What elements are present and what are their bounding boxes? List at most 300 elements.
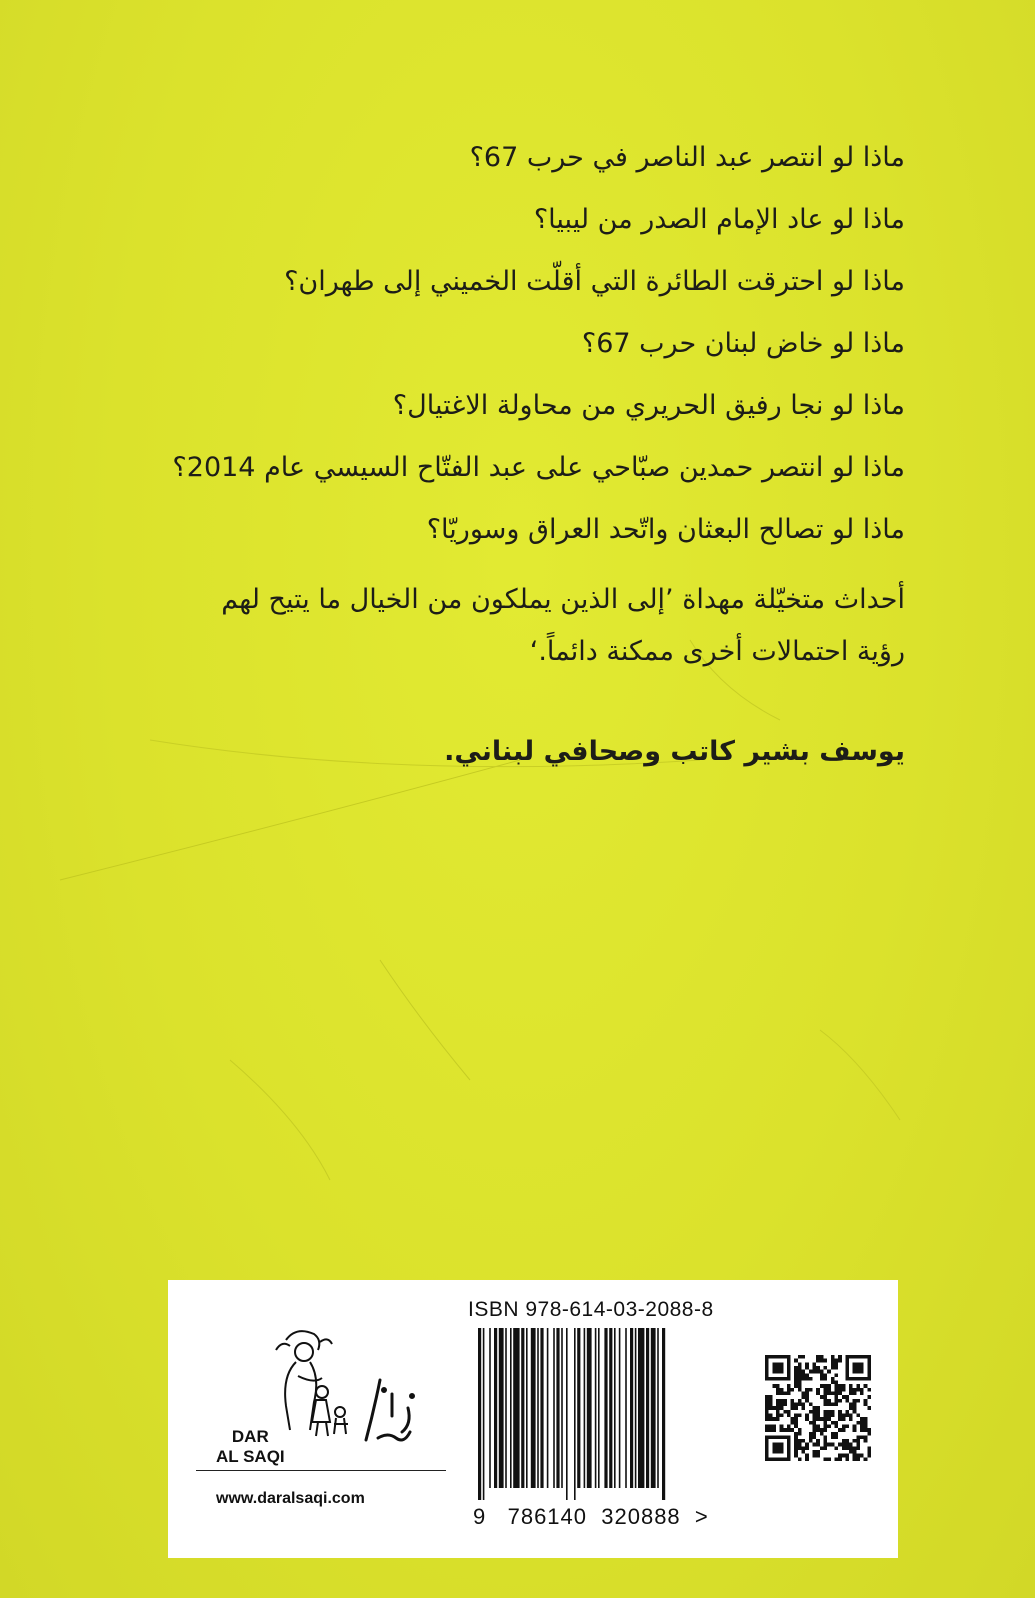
qr-module — [820, 1428, 824, 1432]
qr-module — [834, 1424, 838, 1428]
qr-module — [845, 1395, 849, 1399]
qr-module — [794, 1424, 798, 1428]
qr-module — [853, 1406, 857, 1410]
question-line: ماذا لو احترقت الطائرة التي أقلّت الخميني إلى طهران؟ — [284, 266, 905, 297]
qr-module — [845, 1410, 849, 1414]
qr-module — [802, 1395, 806, 1399]
qr-module — [856, 1446, 860, 1450]
question-line: ماذا لو تصالح البعثان واتّحد العراق وسوريّا؟ — [426, 514, 905, 545]
qr-module — [813, 1435, 817, 1439]
qr-module — [853, 1454, 857, 1458]
qr-module — [809, 1432, 813, 1436]
qr-module — [849, 1413, 853, 1417]
qr-module — [831, 1377, 835, 1381]
publisher-name-line-1: DAR — [231, 1427, 269, 1446]
qr-module — [813, 1428, 817, 1432]
barcode-bar — [513, 1328, 519, 1488]
qr-module — [791, 1417, 795, 1421]
qr-module — [831, 1359, 835, 1363]
qr-module — [794, 1454, 798, 1458]
qr-module — [834, 1432, 838, 1436]
qr-module — [813, 1424, 817, 1428]
qr-module — [831, 1421, 835, 1425]
qr-module — [813, 1421, 817, 1425]
publisher-name-line-2: AL SAQI — [216, 1447, 285, 1466]
qr-module — [853, 1388, 857, 1392]
qr-module — [802, 1370, 806, 1374]
qr-module — [798, 1432, 802, 1436]
description-line-1: أحداث متخيّلة مهداة ’إلى الذين يملكون من الخيال ما يتيح لهم — [221, 584, 905, 615]
qr-module — [765, 1395, 769, 1399]
qr-module — [816, 1450, 820, 1454]
qr-module — [849, 1446, 853, 1450]
qr-module — [769, 1413, 773, 1417]
qr-module — [805, 1392, 809, 1396]
qr-module — [842, 1454, 846, 1458]
qr-module — [820, 1370, 824, 1374]
qr-module — [827, 1392, 831, 1396]
qr-module — [823, 1424, 827, 1428]
barcode-bar — [646, 1328, 649, 1488]
barcode-bar — [635, 1328, 637, 1488]
qr-module — [827, 1424, 831, 1428]
qr-module — [802, 1403, 806, 1407]
qr-module — [834, 1403, 838, 1407]
qr-module — [783, 1428, 787, 1432]
qr-module — [798, 1443, 802, 1447]
qr-module — [809, 1370, 813, 1374]
qr-module — [794, 1446, 798, 1450]
qr-module — [802, 1406, 806, 1410]
qr-module — [783, 1399, 787, 1403]
qr-module — [864, 1417, 868, 1421]
qr-module — [845, 1413, 849, 1417]
qr-module — [838, 1454, 842, 1458]
barcode-bar — [521, 1328, 524, 1488]
qr-module — [769, 1406, 773, 1410]
qr-module — [823, 1457, 827, 1461]
qr-module — [820, 1359, 824, 1363]
qr-module — [813, 1417, 817, 1421]
qr-module — [823, 1373, 827, 1377]
qr-module — [864, 1424, 868, 1428]
qr-module — [805, 1377, 809, 1381]
qr-module — [765, 1428, 769, 1432]
qr-module — [805, 1454, 809, 1458]
qr-module — [787, 1413, 791, 1417]
qr-module — [798, 1413, 802, 1417]
qr-module — [794, 1384, 798, 1388]
qr-module — [809, 1421, 813, 1425]
qr-module — [798, 1384, 802, 1388]
qr-module — [776, 1392, 780, 1396]
qr-module — [816, 1417, 820, 1421]
qr-module — [827, 1413, 831, 1417]
qr-module — [820, 1417, 824, 1421]
qr-module — [809, 1403, 813, 1407]
qr-module — [794, 1432, 798, 1436]
qr-module — [805, 1366, 809, 1370]
qr-module — [831, 1443, 835, 1447]
qr-module — [860, 1424, 864, 1428]
qr-module — [816, 1424, 820, 1428]
qr-module — [834, 1395, 838, 1399]
qr-module — [823, 1359, 827, 1363]
barcode-bar — [662, 1328, 665, 1500]
qr-module — [834, 1446, 838, 1450]
qr-module — [783, 1410, 787, 1414]
qr-module — [798, 1366, 802, 1370]
qr-module — [787, 1384, 791, 1388]
qr-module — [853, 1362, 864, 1373]
qr-module — [772, 1406, 776, 1410]
qr-module — [780, 1413, 784, 1417]
qr-module — [842, 1417, 846, 1421]
qr-module — [856, 1435, 860, 1439]
qr-module — [860, 1454, 864, 1458]
qr-module — [791, 1388, 795, 1392]
qr-module — [834, 1359, 838, 1363]
qr-module — [813, 1410, 817, 1414]
qr-module — [798, 1428, 802, 1432]
barcode-bar — [638, 1328, 644, 1488]
qr-module — [842, 1443, 846, 1447]
qr-module — [794, 1450, 798, 1454]
qr-module — [823, 1410, 827, 1414]
qr-module — [834, 1381, 838, 1385]
qr-module — [849, 1450, 853, 1454]
qr-module — [816, 1406, 820, 1410]
qr-module — [798, 1403, 802, 1407]
qr-module — [860, 1388, 864, 1392]
qr-module — [802, 1377, 806, 1381]
qr-module — [838, 1399, 842, 1403]
qr-module — [765, 1403, 769, 1407]
isbn-label: ISBN 978-614-03-2088-8 — [468, 1298, 714, 1321]
qr-module — [823, 1377, 827, 1381]
qr-module — [820, 1446, 824, 1450]
barcode-bar — [625, 1328, 627, 1488]
barcode-bar — [614, 1328, 616, 1488]
publisher-website[interactable]: www.daralsaqi.com — [216, 1490, 365, 1507]
qr-module — [867, 1395, 871, 1399]
qr-module — [856, 1457, 860, 1461]
qr-module — [831, 1435, 835, 1439]
qr-module — [856, 1421, 860, 1425]
qr-module — [831, 1355, 835, 1359]
qr-module — [805, 1417, 809, 1421]
barcode-quiet-mark: > — [694, 1504, 709, 1529]
qr-module — [816, 1359, 820, 1363]
qr-module — [845, 1446, 849, 1450]
qr-module — [853, 1428, 857, 1432]
qr-module — [834, 1435, 838, 1439]
qr-module — [798, 1377, 802, 1381]
description-paragraph — [145, 574, 905, 678]
barcode-bar — [566, 1328, 568, 1500]
barcode-bar — [499, 1328, 504, 1488]
qr-module — [853, 1457, 857, 1461]
barcode-bar — [598, 1328, 600, 1488]
qr-module — [831, 1362, 835, 1366]
qr-module — [765, 1417, 769, 1421]
qr-module — [794, 1373, 798, 1377]
qr-module — [853, 1410, 857, 1414]
qr-module — [831, 1432, 835, 1436]
qr-module — [783, 1392, 787, 1396]
question-line: ماذا لو انتصر حمدين صبّاحي على عبد الفتّاح السيسي عام 2014؟ — [172, 452, 905, 483]
qr-module — [765, 1399, 769, 1403]
qr-module — [765, 1406, 769, 1410]
qr-module — [849, 1403, 853, 1407]
qr-module — [816, 1410, 820, 1414]
qr-module — [838, 1410, 842, 1414]
qr-module — [864, 1421, 868, 1425]
qr-module — [845, 1457, 849, 1461]
qr-module — [856, 1439, 860, 1443]
qr-module — [809, 1377, 813, 1381]
qr-module — [794, 1366, 798, 1370]
qr-module — [842, 1388, 846, 1392]
qr-module — [853, 1403, 857, 1407]
barcode-bar — [547, 1328, 549, 1488]
qr-module — [831, 1413, 835, 1417]
qr-module — [849, 1406, 853, 1410]
qr-module — [823, 1428, 827, 1432]
barcode-bar — [553, 1328, 555, 1488]
qr-module — [827, 1417, 831, 1421]
qr-module — [816, 1366, 820, 1370]
qr-module — [838, 1388, 842, 1392]
qr-module — [838, 1359, 842, 1363]
qr-module — [867, 1446, 871, 1450]
qr-module — [820, 1432, 824, 1436]
qr-module — [860, 1435, 864, 1439]
qr-module — [798, 1439, 802, 1443]
qr-module — [823, 1417, 827, 1421]
qr-module — [864, 1428, 868, 1432]
qr-module — [827, 1403, 831, 1407]
qr-module — [780, 1428, 784, 1432]
qr-module — [816, 1388, 820, 1392]
barcode-bar — [619, 1328, 621, 1488]
barcode-bar — [537, 1328, 539, 1488]
question-line: ماذا لو نجا رفيق الحريري من محاولة الاغتيال؟ — [392, 390, 905, 421]
qr-module — [831, 1366, 835, 1370]
qr-module — [864, 1399, 868, 1403]
qr-module — [791, 1403, 795, 1407]
qr-module — [842, 1384, 846, 1388]
qr-module — [845, 1454, 849, 1458]
barcode-bar — [526, 1328, 528, 1488]
qr-module — [823, 1395, 827, 1399]
qr-module — [816, 1428, 820, 1432]
qr-module — [794, 1413, 798, 1417]
qr-module — [827, 1443, 831, 1447]
barcode-bar — [505, 1328, 507, 1488]
qr-module — [780, 1406, 784, 1410]
qr-module — [798, 1457, 802, 1461]
qr-module — [816, 1443, 820, 1447]
qr-module — [816, 1392, 820, 1396]
qr-module — [864, 1384, 868, 1388]
qr-module — [860, 1392, 864, 1396]
question-line: ماذا لو خاض لبنان حرب 67؟ — [581, 328, 905, 359]
barcode-bar — [478, 1328, 481, 1500]
qr-module — [787, 1392, 791, 1396]
barcode-bar — [657, 1328, 659, 1488]
qr-module — [842, 1395, 846, 1399]
qr-module — [794, 1435, 798, 1439]
qr-module — [776, 1417, 780, 1421]
qr-module — [838, 1417, 842, 1421]
qr-module — [802, 1392, 806, 1396]
qr-module — [798, 1373, 802, 1377]
qr-module — [776, 1410, 780, 1414]
qr-module — [776, 1413, 780, 1417]
qr-module — [787, 1388, 791, 1392]
qr-module — [849, 1417, 853, 1421]
qr-module — [845, 1439, 849, 1443]
blurb-text — [145, 140, 905, 767]
qr-module — [772, 1424, 776, 1428]
author-note: يوسف بشير كاتب وصحافي لبناني. — [444, 736, 905, 767]
qr-module — [765, 1410, 769, 1414]
qr-module — [798, 1370, 802, 1374]
qr-module — [856, 1413, 860, 1417]
qr-module — [776, 1384, 780, 1388]
qr-module — [838, 1384, 842, 1388]
qr-module — [834, 1457, 838, 1461]
qr-module — [813, 1406, 817, 1410]
qr-module — [867, 1388, 871, 1392]
qr-module — [813, 1454, 817, 1458]
qr-module — [794, 1439, 798, 1443]
description-line-2: رؤية احتمالات أخرى ممكنة دائماً.‘ — [529, 636, 905, 667]
qr-module — [791, 1399, 795, 1403]
qr-module — [827, 1388, 831, 1392]
qr-module — [831, 1392, 835, 1396]
barcode-digits — [473, 1504, 709, 1530]
qr-module — [827, 1410, 831, 1414]
qr-module — [772, 1428, 776, 1432]
qr-module — [805, 1446, 809, 1450]
barcode-bar — [587, 1328, 592, 1488]
qr-module — [765, 1424, 769, 1428]
qr-module — [798, 1399, 802, 1403]
qr-module — [842, 1439, 846, 1443]
qr-module — [834, 1362, 838, 1366]
qr-module — [820, 1377, 824, 1381]
qr-module — [776, 1399, 780, 1403]
qr-module — [809, 1439, 813, 1443]
barcode-bar — [556, 1328, 559, 1488]
qr-module — [853, 1424, 857, 1428]
barcode-digit-first: 9 — [473, 1504, 487, 1529]
qr-module — [794, 1377, 798, 1381]
qr-module — [867, 1450, 871, 1454]
qr-module — [827, 1384, 831, 1388]
qr-module — [849, 1384, 853, 1388]
qr-module — [772, 1362, 783, 1373]
question-line: ماذا لو انتصر عبد الناصر في حرب 67؟ — [469, 142, 905, 173]
qr-module — [794, 1381, 798, 1385]
qr-module — [853, 1450, 857, 1454]
qr-module — [780, 1399, 784, 1403]
qr-module — [823, 1443, 827, 1447]
qr-module — [820, 1373, 824, 1377]
qr-module — [849, 1392, 853, 1396]
qr-module — [769, 1403, 773, 1407]
qr-module — [794, 1443, 798, 1447]
qr-module — [823, 1413, 827, 1417]
qr-module — [813, 1450, 817, 1454]
qr-module — [867, 1454, 871, 1458]
qr-module — [816, 1439, 820, 1443]
qr-module — [838, 1428, 842, 1432]
qr-module — [849, 1443, 853, 1447]
barcode-bar — [630, 1328, 633, 1488]
qr-module — [845, 1424, 849, 1428]
qr-module — [834, 1388, 838, 1392]
qr-module — [834, 1373, 838, 1377]
qr-module — [791, 1428, 795, 1432]
qr-module — [805, 1395, 809, 1399]
qr-module — [838, 1443, 842, 1447]
qr-module — [823, 1421, 827, 1425]
qr-module — [802, 1446, 806, 1450]
divider — [196, 1470, 446, 1471]
barcode-bar — [489, 1328, 491, 1488]
qr-module — [794, 1370, 798, 1374]
qr-module — [860, 1421, 864, 1425]
qr-module — [834, 1421, 838, 1425]
qr-module — [820, 1395, 824, 1399]
qr-module — [823, 1384, 827, 1388]
question-line: ماذا لو عاد الإمام الصدر من ليبيا؟ — [533, 204, 905, 235]
qr-module — [849, 1388, 853, 1392]
qr-module — [802, 1439, 806, 1443]
qr-module — [780, 1424, 784, 1428]
qr-module — [765, 1413, 769, 1417]
qr-module — [794, 1406, 798, 1410]
barcode-bar — [540, 1328, 543, 1488]
barcode-bar — [651, 1328, 656, 1488]
barcode-bar — [531, 1328, 536, 1488]
qr-module — [834, 1392, 838, 1396]
qr-module — [823, 1388, 827, 1392]
qr-module — [853, 1392, 857, 1396]
qr-module — [853, 1446, 857, 1450]
qr-module — [842, 1424, 846, 1428]
qr-module — [780, 1403, 784, 1407]
qr-module — [823, 1392, 827, 1396]
qr-module — [813, 1370, 817, 1374]
qr-module — [867, 1428, 871, 1432]
qr-module — [842, 1446, 846, 1450]
qr-module — [860, 1428, 864, 1432]
qr-module — [798, 1381, 802, 1385]
qr-module — [787, 1410, 791, 1414]
qr-module — [834, 1399, 838, 1403]
qr-module — [864, 1457, 868, 1461]
barcode-bar — [510, 1328, 512, 1488]
qr-module — [776, 1403, 780, 1407]
qr-module — [823, 1366, 827, 1370]
qr-module — [780, 1388, 784, 1392]
qr-module — [838, 1392, 842, 1396]
qr-module — [856, 1384, 860, 1388]
